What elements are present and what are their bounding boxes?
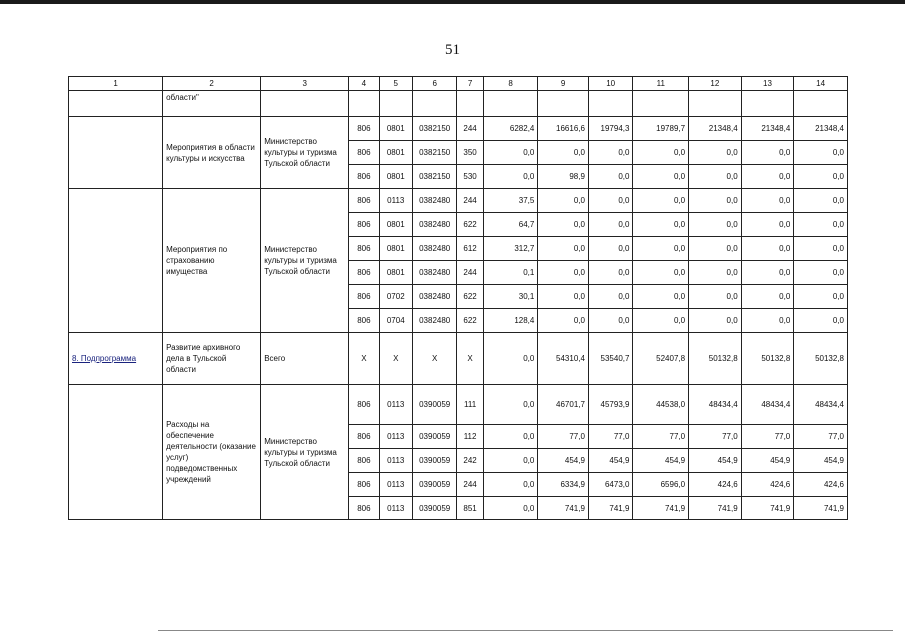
- column-number-header: 1: [69, 77, 163, 91]
- amount-cell: 312,7: [483, 237, 538, 261]
- amount-cell: 0,0: [588, 141, 633, 165]
- amount-cell: 0,0: [741, 141, 794, 165]
- amount-cell: 0,0: [794, 285, 848, 309]
- budget-code-cell: 0113: [379, 473, 412, 497]
- amount-cell: 0,0: [483, 333, 538, 385]
- amount-cell: 0,0: [538, 237, 589, 261]
- activity-name: Мероприятия в области культуры и искусства: [163, 117, 261, 189]
- amount-cell: 0,0: [741, 285, 794, 309]
- amount-cell: 0,0: [794, 189, 848, 213]
- budget-code-cell: 0704: [379, 309, 412, 333]
- responsible-executor: Министерство культуры и туризма Тульской области: [261, 189, 349, 333]
- amount-cell: 0,0: [741, 309, 794, 333]
- amount-cell: 52407,8: [633, 333, 689, 385]
- amount-cell: 0,0: [794, 261, 848, 285]
- budget-code-cell: 806: [349, 309, 379, 333]
- budget-code-cell: 0390059: [412, 497, 457, 520]
- amount-cell: 77,0: [633, 425, 689, 449]
- amount-cell: 0,0: [689, 285, 742, 309]
- budget-code-cell: Х: [349, 333, 379, 385]
- budget-code-cell: 806: [349, 473, 379, 497]
- budget-code-cell: 0113: [379, 449, 412, 473]
- continuation-col1: [69, 91, 163, 117]
- column-number-header: 2: [163, 77, 261, 91]
- table-row: [69, 117, 848, 141]
- amount-cell: 741,9: [741, 497, 794, 520]
- activity-name: Расходы на обеспечение деятельности (оказание услуг) подведомственных учреждений: [163, 385, 261, 520]
- amount-cell: 0,0: [633, 237, 689, 261]
- amount-cell: 454,9: [538, 449, 589, 473]
- amount-cell: 0,0: [538, 213, 589, 237]
- amount-cell: 77,0: [689, 425, 742, 449]
- budget-code-cell: 0113: [379, 189, 412, 213]
- amount-cell: 54310,4: [538, 333, 589, 385]
- column-number-header: 11: [633, 77, 689, 91]
- budget-code-cell: 0801: [379, 261, 412, 285]
- amount-cell: 0,0: [538, 189, 589, 213]
- amount-cell: 48434,4: [794, 385, 848, 425]
- amount-cell: 0,0: [588, 165, 633, 189]
- amount-cell: 0,0: [633, 261, 689, 285]
- amount-cell: 0,0: [483, 449, 538, 473]
- program-label: [69, 189, 163, 333]
- amount-cell: 454,9: [633, 449, 689, 473]
- amount-cell: 0,0: [588, 261, 633, 285]
- budget-code-cell: 806: [349, 497, 379, 520]
- amount-cell: 0,0: [483, 165, 538, 189]
- amount-cell: 0,0: [588, 309, 633, 333]
- bottom-rule: [158, 630, 893, 631]
- amount-cell: 741,9: [538, 497, 589, 520]
- amount-cell: 0,0: [588, 213, 633, 237]
- responsible-executor: Министерство культуры и туризма Тульской области: [261, 117, 349, 189]
- column-number-header: 7: [457, 77, 483, 91]
- column-number-header: 9: [538, 77, 589, 91]
- amount-cell: 77,0: [538, 425, 589, 449]
- budget-code-cell: 806: [349, 285, 379, 309]
- amount-cell: 0,0: [588, 237, 633, 261]
- budget-code-cell: 244: [457, 189, 483, 213]
- amount-cell: 0,0: [483, 425, 538, 449]
- budget-code-cell: 0382480: [412, 285, 457, 309]
- budget-code-cell: 0382150: [412, 165, 457, 189]
- budget-code-cell: 806: [349, 213, 379, 237]
- amount-cell: 128,4: [483, 309, 538, 333]
- budget-code-cell: 0702: [379, 285, 412, 309]
- column-number-header: 3: [261, 77, 349, 91]
- amount-cell: 0,0: [741, 213, 794, 237]
- budget-code-cell: 806: [349, 165, 379, 189]
- amount-cell: 21348,4: [689, 117, 742, 141]
- amount-cell: 0,0: [633, 189, 689, 213]
- amount-cell: 0,0: [794, 213, 848, 237]
- amount-cell: 0,0: [689, 261, 742, 285]
- amount-cell: 50132,8: [689, 333, 742, 385]
- amount-cell: 19794,3: [588, 117, 633, 141]
- column-number-header: 14: [794, 77, 848, 91]
- amount-cell: 454,9: [741, 449, 794, 473]
- program-label: [69, 117, 163, 189]
- amount-cell: 741,9: [794, 497, 848, 520]
- budget-code-cell: 622: [457, 309, 483, 333]
- column-number-header: 10: [588, 77, 633, 91]
- program-label[interactable]: 8. Подпрограмма: [69, 333, 163, 385]
- continuation-row: [69, 91, 848, 117]
- amount-cell: 0,0: [689, 141, 742, 165]
- budget-code-cell: 0113: [379, 425, 412, 449]
- amount-cell: 0,0: [794, 309, 848, 333]
- amount-cell: 19789,7: [633, 117, 689, 141]
- budget-code-cell: 0390059: [412, 473, 457, 497]
- amount-cell: 45793,9: [588, 385, 633, 425]
- responsible-executor: Министерство культуры и туризма Тульской области: [261, 385, 349, 520]
- budget-code-cell: 622: [457, 285, 483, 309]
- amount-cell: 0,0: [741, 261, 794, 285]
- amount-cell: 454,9: [794, 449, 848, 473]
- budget-code-cell: Х: [412, 333, 457, 385]
- amount-cell: 64,7: [483, 213, 538, 237]
- budget-code-cell: 0382480: [412, 237, 457, 261]
- budget-code-cell: 0113: [379, 385, 412, 425]
- table-body: [69, 77, 848, 520]
- amount-cell: 0,0: [483, 385, 538, 425]
- amount-cell: 0,0: [538, 141, 589, 165]
- continuation-text: области": [163, 91, 261, 117]
- amount-cell: 0,0: [689, 237, 742, 261]
- amount-cell: 0,0: [741, 237, 794, 261]
- budget-code-cell: 0801: [379, 117, 412, 141]
- table-row: [69, 333, 848, 385]
- budget-code-cell: 0113: [379, 497, 412, 520]
- amount-cell: 77,0: [588, 425, 633, 449]
- budget-code-cell: 612: [457, 237, 483, 261]
- amount-cell: 0,0: [633, 309, 689, 333]
- amount-cell: 48434,4: [741, 385, 794, 425]
- amount-cell: 50132,8: [794, 333, 848, 385]
- amount-cell: 424,6: [794, 473, 848, 497]
- amount-cell: 0,0: [633, 141, 689, 165]
- amount-cell: 21348,4: [741, 117, 794, 141]
- column-number-header: 6: [412, 77, 457, 91]
- program-label: [69, 385, 163, 520]
- amount-cell: 0,0: [794, 237, 848, 261]
- amount-cell: 741,9: [588, 497, 633, 520]
- amount-cell: 0,0: [689, 213, 742, 237]
- amount-cell: 0,0: [633, 285, 689, 309]
- amount-cell: 46701,7: [538, 385, 589, 425]
- amount-cell: 0,0: [794, 141, 848, 165]
- amount-cell: 741,9: [633, 497, 689, 520]
- amount-cell: 0,0: [538, 285, 589, 309]
- amount-cell: 0,0: [483, 141, 538, 165]
- budget-code-cell: 806: [349, 261, 379, 285]
- budget-code-cell: 242: [457, 449, 483, 473]
- column-number-header: 13: [741, 77, 794, 91]
- amount-cell: 0,0: [633, 213, 689, 237]
- budget-code-cell: 0382150: [412, 117, 457, 141]
- budget-code-cell: 0801: [379, 237, 412, 261]
- budget-code-cell: 0801: [379, 213, 412, 237]
- budget-table: [68, 76, 848, 520]
- budget-code-cell: Х: [379, 333, 412, 385]
- amount-cell: 0,0: [689, 165, 742, 189]
- budget-code-cell: 806: [349, 189, 379, 213]
- column-number-row: [69, 77, 848, 91]
- budget-code-cell: 0382150: [412, 141, 457, 165]
- column-number-header: 4: [349, 77, 379, 91]
- budget-code-cell: 0801: [379, 165, 412, 189]
- amount-cell: 454,9: [588, 449, 633, 473]
- budget-code-cell: 0382480: [412, 189, 457, 213]
- amount-cell: 6596,0: [633, 473, 689, 497]
- amount-cell: 48434,4: [689, 385, 742, 425]
- amount-cell: 6473,0: [588, 473, 633, 497]
- budget-code-cell: 111: [457, 385, 483, 425]
- amount-cell: 6282,4: [483, 117, 538, 141]
- budget-code-cell: 244: [457, 117, 483, 141]
- amount-cell: 0,0: [741, 165, 794, 189]
- budget-code-cell: 806: [349, 385, 379, 425]
- budget-code-cell: 806: [349, 425, 379, 449]
- amount-cell: 0,0: [689, 309, 742, 333]
- budget-code-cell: 806: [349, 141, 379, 165]
- amount-cell: 454,9: [689, 449, 742, 473]
- budget-code-cell: 0382480: [412, 309, 457, 333]
- table-row: [69, 189, 848, 213]
- amount-cell: 0,0: [741, 189, 794, 213]
- budget-code-cell: 0390059: [412, 425, 457, 449]
- amount-cell: 77,0: [741, 425, 794, 449]
- budget-code-cell: 0382480: [412, 261, 457, 285]
- budget-code-cell: Х: [457, 333, 483, 385]
- amount-cell: 0,0: [483, 497, 538, 520]
- column-number-header: 8: [483, 77, 538, 91]
- budget-code-cell: 806: [349, 237, 379, 261]
- budget-code-cell: 0382480: [412, 213, 457, 237]
- amount-cell: 424,6: [689, 473, 742, 497]
- budget-code-cell: 806: [349, 449, 379, 473]
- amount-cell: 424,6: [741, 473, 794, 497]
- amount-cell: 0,0: [538, 309, 589, 333]
- amount-cell: 77,0: [794, 425, 848, 449]
- amount-cell: 53540,7: [588, 333, 633, 385]
- budget-code-cell: 851: [457, 497, 483, 520]
- budget-code-cell: 530: [457, 165, 483, 189]
- amount-cell: 37,5: [483, 189, 538, 213]
- amount-cell: 98,9: [538, 165, 589, 189]
- activity-name: Развитие архивного дела в Тульской области: [163, 333, 261, 385]
- budget-code-cell: 244: [457, 261, 483, 285]
- amount-cell: 0,1: [483, 261, 538, 285]
- amount-cell: 0,0: [794, 165, 848, 189]
- page-number: 51: [445, 42, 460, 58]
- amount-cell: 0,0: [538, 261, 589, 285]
- amount-cell: 44538,0: [633, 385, 689, 425]
- amount-cell: 0,0: [588, 189, 633, 213]
- top-border: [0, 0, 905, 4]
- amount-cell: 741,9: [689, 497, 742, 520]
- amount-cell: 16616,6: [538, 117, 589, 141]
- activity-name: Мероприятия по страхованию имущества: [163, 189, 261, 333]
- amount-cell: 0,0: [588, 285, 633, 309]
- responsible-executor: Всего: [261, 333, 349, 385]
- budget-code-cell: 806: [349, 117, 379, 141]
- amount-cell: 30,1: [483, 285, 538, 309]
- amount-cell: 6334,9: [538, 473, 589, 497]
- column-number-header: 5: [379, 77, 412, 91]
- budget-code-cell: 112: [457, 425, 483, 449]
- budget-code-cell: 622: [457, 213, 483, 237]
- budget-code-cell: 0801: [379, 141, 412, 165]
- budget-code-cell: 0390059: [412, 385, 457, 425]
- amount-cell: 0,0: [689, 189, 742, 213]
- budget-code-cell: 244: [457, 473, 483, 497]
- budget-code-cell: 350: [457, 141, 483, 165]
- amount-cell: 0,0: [633, 165, 689, 189]
- table-row: [69, 385, 848, 425]
- amount-cell: 21348,4: [794, 117, 848, 141]
- column-number-header: 12: [689, 77, 742, 91]
- amount-cell: 0,0: [483, 473, 538, 497]
- budget-code-cell: 0390059: [412, 449, 457, 473]
- amount-cell: 50132,8: [741, 333, 794, 385]
